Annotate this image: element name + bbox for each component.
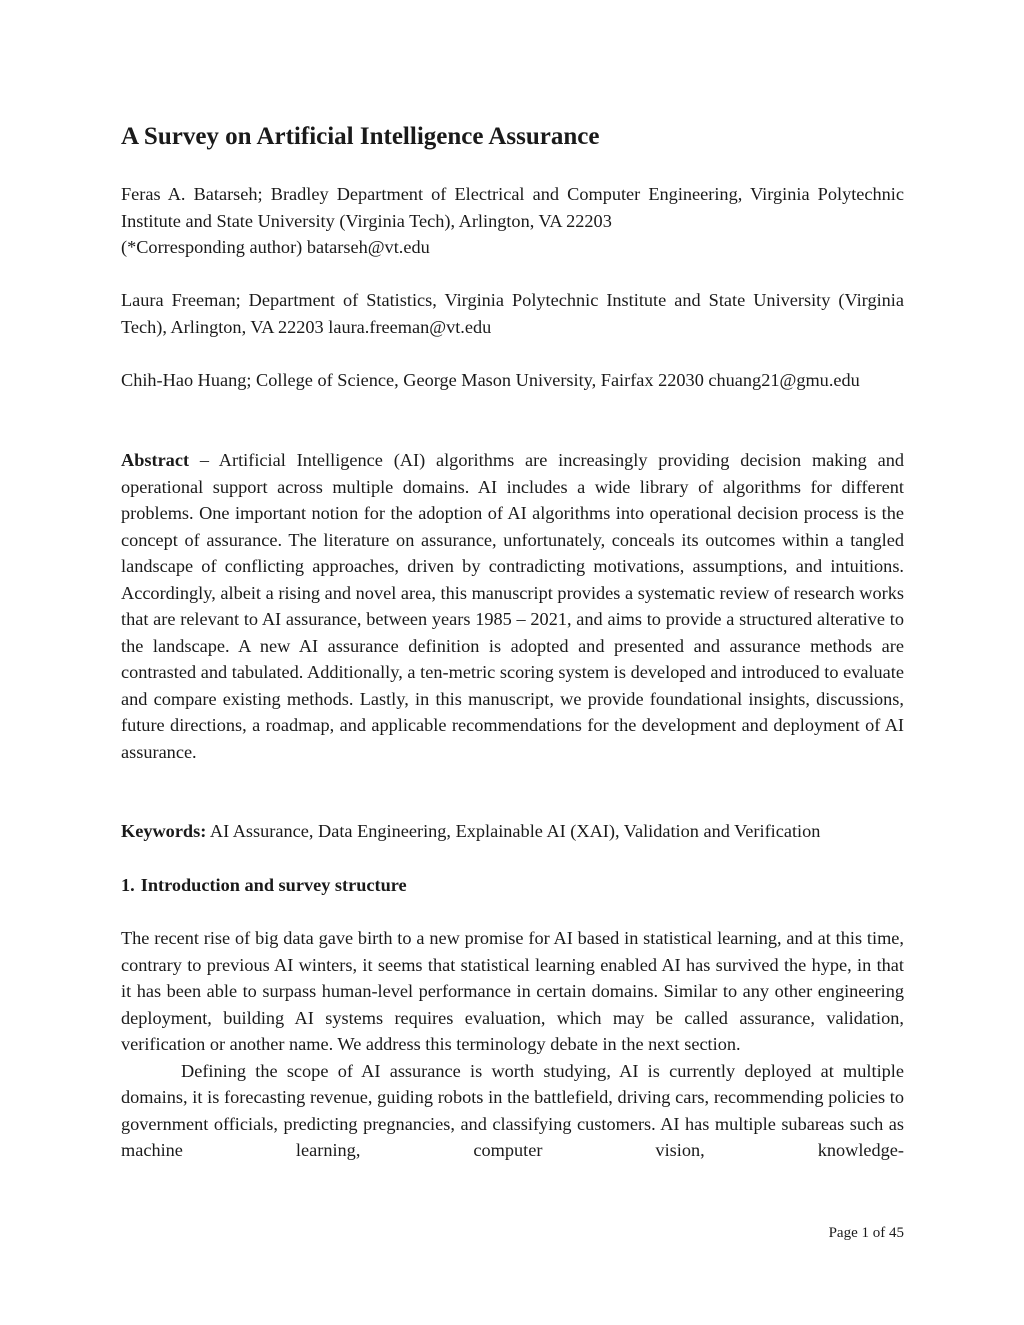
author-affiliation-text: Laura Freeman; Department of Statistics, Virginia Polytechnic Institute and State University (Virginia Tech), Arlington, VA 22203 laura.freeman@vt.edu [121,290,904,337]
keywords-text: AI Assurance, Data Engineering, Explainable AI (XAI), Validation and Verification [206,821,821,841]
corresponding-author-email: (*Corresponding author) batarseh@vt.edu [121,237,430,257]
abstract-paragraph [121,447,904,765]
abstract-text: – Artificial Intelligence (AI) algorithms are increasingly providing decision making and operational support across multiple domains. AI includes a wide library of algorithms for different problems. One important notion for the adoption of AI algorithms into operational decision process is the concept of assurance. The literature on assurance, unfortunately, conceals its outcomes within a tangled landscape of conflicting approaches, driven by contradicting motivations, assumptions, and intuitions. Accordingly, albeit a rising and novel area, this manuscript provides a systematic review of research works that are relevant to AI assurance, between years 1985 – 2021, and aims to provide a structured alterative to the landscape. A new AI assurance definition is adopted and presented and assurance methods are contrasted and tabulated. Additionally, a ten-metric scoring system is developed and introduced to evaluate and compare existing methods. Lastly, in this manuscript, we provide foundational insights, discussions, future directions, a roadmap, and applicable recommendations for the development and deployment of AI assurance. [121,450,904,762]
keywords-line [121,818,904,845]
paper-title: A Survey on Artificial Intelligence Assurance [121,123,600,150]
page-number-footer: Page 1 of 45 [828,1225,904,1241]
section-number: 1. [121,875,135,895]
section-heading-introduction [121,872,407,899]
author-affiliation-text: Feras A. Batarseh; Bradley Department of Electrical and Computer Engineering, Virginia Polytechnic Institute and State University (Virginia Tech), Arlington, VA 22203 [121,184,904,231]
author-affiliation-text: Chih-Hao Huang; College of Science, George Mason University, Fairfax 22030 chuang21@gmu.edu [121,370,860,390]
author-affiliation-batarseh [121,181,904,261]
author-affiliation-freeman [121,287,904,340]
section-title: Introduction and survey structure [140,875,407,895]
intro-paragraph-2: Defining the scope of AI assurance is worth studying, AI is currently deployed at multiple domains, it is forecasting revenue, guiding robots in the battlefield, driving cars, recommending policies to government officials, predicting pregnancies, and classifying customers. AI has multiple subareas such as machine learning, computer vision, knowledge- [121,1060,904,1160]
introduction-body [121,925,904,1164]
abstract-label: Abstract [121,450,190,470]
author-affiliation-huang [121,367,904,394]
intro-paragraph-1: The recent rise of big data gave birth to a new promise for AI based in statistical learning, and at this time, contrary to previous AI winters, it seems that statistical learning enabled AI has survived the hype, in that it has been able to surpass human-level performance in certain domains. Similar to any other engineering deployment, building AI systems requires evaluation, which may be called assurance, validation, verification or another name. We address this terminology debate in the next section. [121,928,904,1054]
keywords-label: Keywords: [121,821,207,841]
